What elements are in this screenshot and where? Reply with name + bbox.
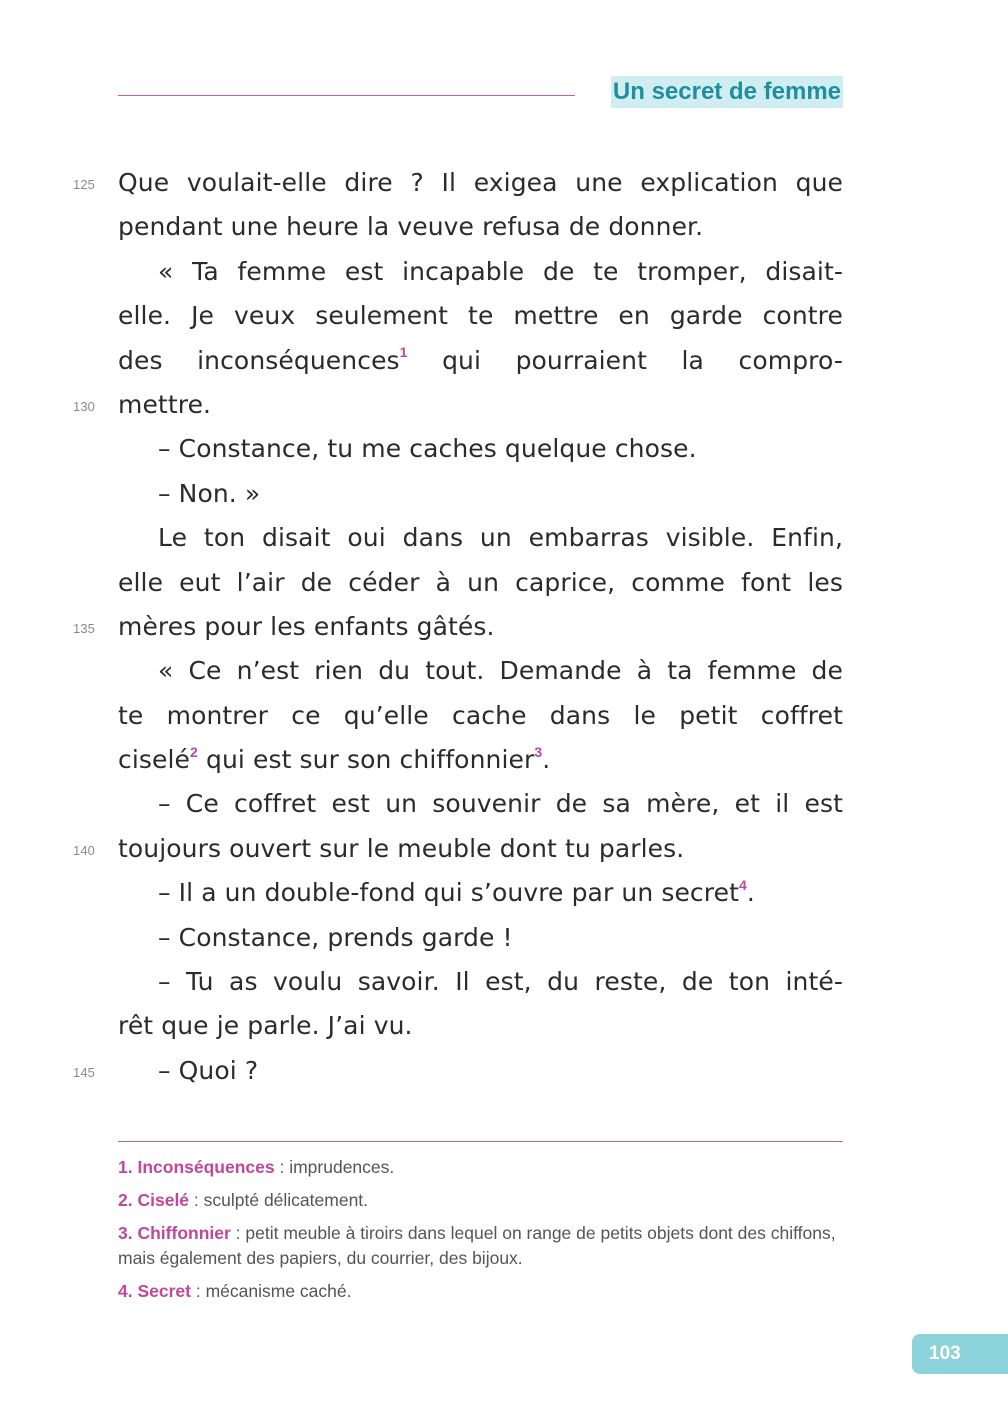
page-number: 103 <box>912 1334 1008 1374</box>
footnote-term: Chiffonnier <box>137 1223 231 1243</box>
text-line <box>73 1049 843 1093</box>
footnote-number: 4. <box>118 1281 133 1301</box>
line-text: des inconséquences <box>118 345 400 375</box>
footnotes-rule <box>118 1141 843 1142</box>
line-text: – Quoi ? <box>158 1055 259 1085</box>
line-text: – Ce coffret est un souvenir de sa mère, et il est <box>158 789 843 819</box>
text-line <box>118 427 843 471</box>
footnote-definition: : mécanisme caché. <box>191 1281 352 1301</box>
text-line <box>73 827 843 871</box>
line-text: Le ton disait oui dans un embarras visible. Enfin, <box>158 523 843 553</box>
line-text: « Ce n’est rien du tout. Demande à ta femme de <box>158 656 843 686</box>
footnote-term: Ciselé <box>137 1190 190 1210</box>
text-line <box>118 339 843 383</box>
line-text: « Ta femme est incapable de te tromper, disait- <box>158 256 843 286</box>
text-line <box>118 472 843 516</box>
text-line <box>118 871 843 915</box>
text-line <box>118 561 843 605</box>
chapter-title: Un secret de femme <box>611 76 843 108</box>
line-text: mettre. <box>118 389 212 419</box>
line-text: . <box>542 745 551 775</box>
footnotes <box>118 1155 843 1312</box>
footnote-term: Inconséquences <box>137 1157 275 1177</box>
line-number: 140 <box>73 842 95 858</box>
footnote-4 <box>118 1279 843 1304</box>
text-line <box>73 383 843 427</box>
text-line <box>118 1004 843 1048</box>
line-text: rêt que je parle. J’ai vu. <box>118 1011 413 1041</box>
line-text: – Tu as voulu savoir. Il est, du reste, de ton inté- <box>158 967 843 997</box>
line-number: 135 <box>73 620 95 636</box>
line-text: qui est sur son chiffonnier <box>197 745 535 775</box>
footnote-1 <box>118 1155 843 1180</box>
footnote-marker-1[interactable]: 1 <box>399 344 408 361</box>
line-text: elle. Je veux seulement te mettre en garde contre <box>118 301 843 331</box>
footnote-definition: : sculpté délicatement. <box>189 1190 369 1210</box>
line-number: 125 <box>73 177 95 192</box>
text-line <box>118 738 843 782</box>
line-text: pendant une heure la veuve refusa de donner. <box>118 212 704 242</box>
body-text <box>73 161 843 1093</box>
text-line <box>73 605 843 649</box>
footnote-number: 3. <box>118 1223 133 1243</box>
footnote-3 <box>118 1221 843 1271</box>
line-text: toujours ouvert sur le meuble dont tu parles. <box>118 833 685 863</box>
header-rule <box>118 95 575 96</box>
footnote-2 <box>118 1188 843 1213</box>
footnote-term: Secret <box>137 1281 191 1301</box>
line-text: elle eut l’air de céder à un caprice, comme font les <box>118 567 843 597</box>
footnote-number: 1. <box>118 1157 133 1177</box>
line-text: . <box>746 878 755 908</box>
footnote-number: 2. <box>118 1190 133 1210</box>
line-text: – Non. » <box>158 478 261 508</box>
running-header <box>118 76 843 110</box>
text-line <box>73 161 843 205</box>
line-number: 145 <box>73 1064 95 1080</box>
footnote-definition: : imprudences. <box>274 1157 395 1177</box>
line-text: – Il a un double-fond qui s’ouvre par un secret <box>158 878 739 908</box>
footnote-marker-2[interactable]: 2 <box>190 743 198 760</box>
text-line <box>118 250 843 294</box>
text-line <box>118 916 843 960</box>
footnote-marker-4[interactable]: 4 <box>738 876 747 893</box>
line-text: ciselé <box>118 745 191 775</box>
footnote-definition: : petit meuble à tiroirs dans lequel on range de petits objets dont des chiffons, mais également des papiers, du courrier, des bijoux. <box>118 1223 836 1268</box>
text-line <box>118 960 843 1004</box>
line-text: te montrer ce qu’elle cache dans le petit coffret <box>118 700 843 730</box>
text-line <box>118 649 843 693</box>
text-line <box>118 782 843 826</box>
line-text: Que voulait-elle dire ? Il exigea une explication que <box>118 168 843 197</box>
line-text: – Constance, tu me caches quelque chose. <box>158 434 697 464</box>
text-line <box>118 205 843 249</box>
line-text: – Constance, prends garde ! <box>158 922 513 952</box>
line-text: mères pour les enfants gâtés. <box>118 611 495 641</box>
line-number: 130 <box>73 398 95 414</box>
footnote-marker-3[interactable]: 3 <box>534 743 543 760</box>
line-text: qui pourraient la compro- <box>407 345 843 375</box>
text-line <box>118 516 843 560</box>
text-line <box>118 694 843 738</box>
text-line <box>118 294 843 338</box>
